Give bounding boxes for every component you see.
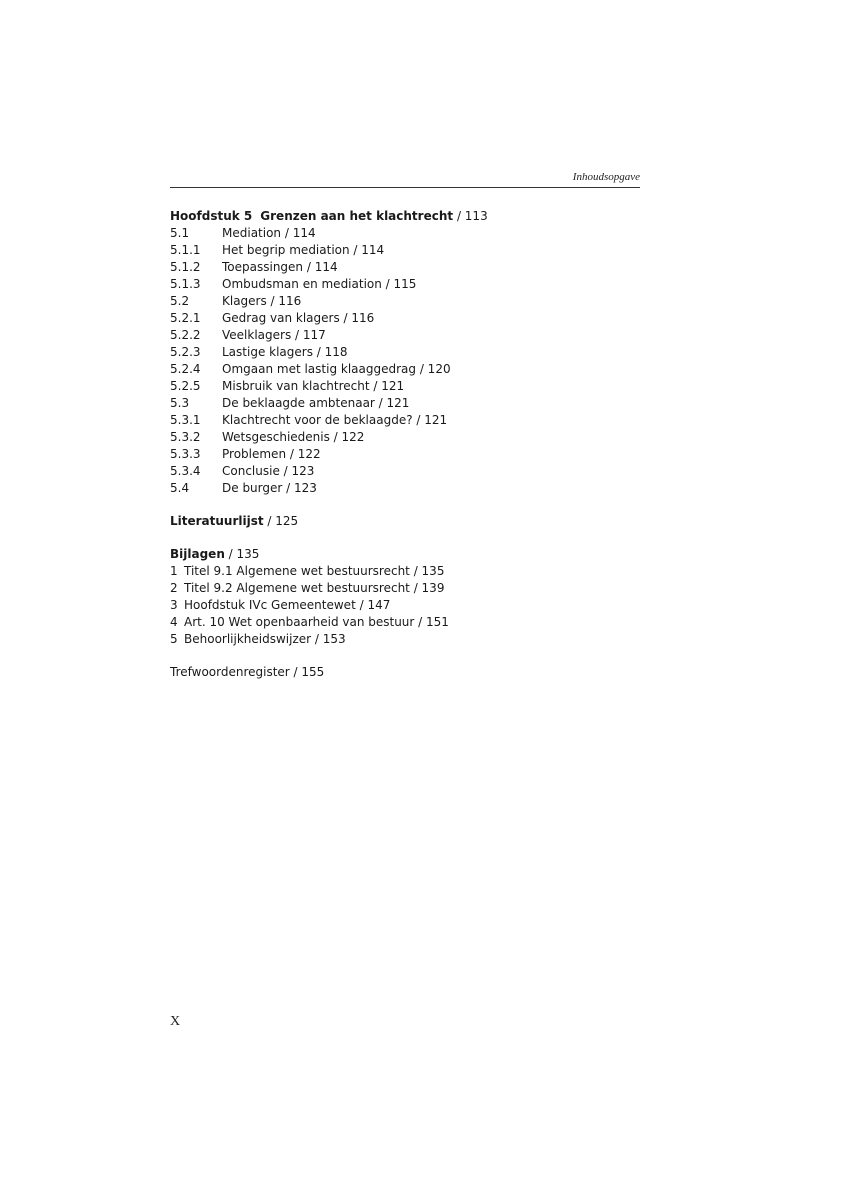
section-title: Klachtrecht voor de beklaagde? / 121 bbox=[222, 413, 448, 427]
toc-entry bbox=[170, 429, 640, 446]
page-number: X bbox=[170, 1014, 181, 1029]
appendix-title: Hoofdstuk IVc Gemeentewet / 147 bbox=[184, 598, 391, 612]
toc-entry bbox=[170, 361, 640, 378]
section-number: 5.3.1 bbox=[170, 413, 201, 427]
toc-entry bbox=[170, 480, 640, 497]
appendix-entry bbox=[170, 580, 640, 597]
toc-entry bbox=[170, 395, 640, 412]
section-number: 5.2.5 bbox=[170, 379, 201, 393]
appendix-title: Art. 10 Wet openbaarheid van bestuur / 151 bbox=[184, 615, 449, 629]
appendices-page: / 135 bbox=[224, 547, 260, 561]
toc-entry bbox=[170, 463, 640, 480]
appendix-number: 2 bbox=[170, 581, 178, 595]
running-head: Inhoudsopgave bbox=[572, 171, 640, 183]
index-entry: Trefwoordenregister / 155 bbox=[170, 665, 325, 679]
section-number: 5.2.1 bbox=[170, 311, 201, 325]
section-number: 5.2 bbox=[170, 294, 190, 308]
section-title: De burger / 123 bbox=[222, 481, 317, 495]
toc-entry bbox=[170, 412, 640, 429]
toc-entry bbox=[170, 310, 640, 327]
toc-entry bbox=[170, 344, 640, 361]
spacer bbox=[170, 530, 640, 546]
toc-entry bbox=[170, 378, 640, 395]
spacer bbox=[170, 648, 640, 664]
section-title: Wetsgeschiedenis / 122 bbox=[222, 430, 365, 444]
appendices-heading bbox=[170, 546, 640, 563]
toc-entry bbox=[170, 293, 640, 310]
appendix-title: Behoorlijkheidswijzer / 153 bbox=[184, 632, 346, 646]
section-title: Veelklagers / 117 bbox=[222, 328, 326, 342]
section-title: De beklaagde ambtenaar / 121 bbox=[222, 396, 410, 410]
literature-heading bbox=[170, 513, 640, 530]
header-rule bbox=[170, 187, 640, 188]
section-title: Misbruik van klachtrecht / 121 bbox=[222, 379, 405, 393]
section-number: 5.2.2 bbox=[170, 328, 201, 342]
toc-entry bbox=[170, 225, 640, 242]
literature-title: Literatuurlijst bbox=[170, 514, 264, 528]
toc-entry bbox=[170, 446, 640, 463]
appendix-title: Titel 9.1 Algemene wet bestuursrecht / 135 bbox=[184, 564, 445, 578]
toc-entry bbox=[170, 259, 640, 276]
spacer bbox=[170, 497, 640, 513]
section-number: 5.2.3 bbox=[170, 345, 201, 359]
section-number: 5.1.2 bbox=[170, 260, 201, 274]
toc-entry bbox=[170, 242, 640, 259]
section-number: 5.3.4 bbox=[170, 464, 201, 478]
appendix-entry bbox=[170, 631, 640, 648]
section-number: 5.1 bbox=[170, 226, 190, 240]
appendix-number: 3 bbox=[170, 598, 178, 612]
toc-entry bbox=[170, 276, 640, 293]
toc-entry bbox=[170, 327, 640, 344]
section-number: 5.3.2 bbox=[170, 430, 201, 444]
appendix-number: 1 bbox=[170, 564, 178, 578]
chapter-heading bbox=[170, 208, 640, 225]
section-number: 5.4 bbox=[170, 481, 190, 495]
appendix-entry bbox=[170, 563, 640, 580]
section-number: 5.3 bbox=[170, 396, 190, 410]
appendix-entry bbox=[170, 597, 640, 614]
section-title: Ombudsman en mediation / 115 bbox=[222, 277, 417, 291]
section-title: Gedrag van klagers / 116 bbox=[222, 311, 375, 325]
section-title: Conclusie / 123 bbox=[222, 464, 315, 478]
section-number: 5.3.3 bbox=[170, 447, 201, 461]
appendix-entry bbox=[170, 614, 640, 631]
section-title: Problemen / 122 bbox=[222, 447, 321, 461]
section-title: Toepassingen / 114 bbox=[222, 260, 338, 274]
appendix-title: Titel 9.2 Algemene wet bestuursrecht / 139 bbox=[184, 581, 445, 595]
appendices-title: Bijlagen bbox=[170, 547, 225, 561]
table-of-contents bbox=[170, 208, 640, 681]
section-title: Omgaan met lastig klaaggedrag / 120 bbox=[222, 362, 451, 376]
literature-page: / 125 bbox=[263, 514, 299, 528]
section-number: 5.1.3 bbox=[170, 277, 201, 291]
section-title: Het begrip mediation / 114 bbox=[222, 243, 385, 257]
section-title: Lastige klagers / 118 bbox=[222, 345, 348, 359]
section-title: Klagers / 116 bbox=[222, 294, 302, 308]
section-number: 5.2.4 bbox=[170, 362, 201, 376]
chapter-title: Grenzen aan het klachtrecht bbox=[260, 209, 454, 223]
appendix-number: 4 bbox=[170, 615, 178, 629]
section-title: Mediation / 114 bbox=[222, 226, 316, 240]
chapter-page: / 113 bbox=[453, 209, 488, 223]
chapter-label: Hoofdstuk 5 bbox=[170, 209, 253, 223]
appendix-number: 5 bbox=[170, 632, 178, 646]
section-number: 5.1.1 bbox=[170, 243, 201, 257]
